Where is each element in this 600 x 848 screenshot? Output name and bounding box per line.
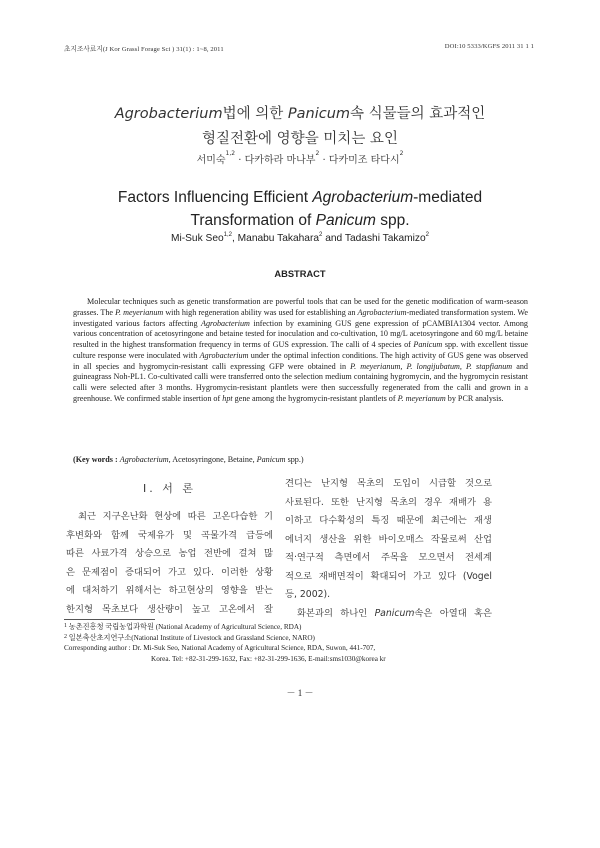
abstract-text-segment: -mediated transformation system. We investigated various factors affecting bbox=[73, 307, 529, 328]
abstract-text-segment: hpt bbox=[222, 393, 233, 403]
intro-line: 등, 2002). bbox=[285, 589, 331, 600]
intro-line: 적으로 재배면적이 확대되어 가고 있다 (Vogel bbox=[285, 570, 492, 582]
abstract-text-segment: spp. with excellent tissue culture response were inoculated with bbox=[73, 340, 528, 360]
section-title-introduction: Ⅰ. 서 론 bbox=[143, 482, 196, 495]
korean-title-line2: 형질전환에 영향을 미치는 요인 bbox=[202, 131, 398, 147]
abstract-text-segment: Agrobacterium bbox=[119, 455, 169, 464]
intro-line: 한지형 목초보다 생산량이 높고 고온에서 잘 bbox=[66, 603, 273, 615]
abstract-text-segment: spp.) bbox=[285, 455, 304, 464]
footnote-divider bbox=[64, 619, 155, 620]
intro-line: 화본과의 하나인 Panicum속은 아열대 혹은 bbox=[297, 607, 492, 619]
footnote-2: $^2$ 일본축산초지연구소(National Institute of Livestock and Grassland Science, NARO) bbox=[64, 633, 315, 642]
intro-line: 최근 지구온난화 현상에 따른 고온다습한 기 bbox=[78, 511, 273, 522]
footnotes bbox=[64, 622, 534, 664]
abstract-text-segment: Agrobacterium bbox=[357, 307, 407, 317]
corresponding-contact: Korea. Tel: +82-31-299-1632, Fax: +82-31-299-1636, E-mail:sms1030@korea kr bbox=[151, 654, 386, 663]
abstract-text-segment: , Acetosyringone, Betaine, bbox=[168, 455, 257, 464]
corresponding-author: Corresponding author : Dr. Mi-Suk Seo, National Academy of Agricultural Science, RDA, Suwon, 441-707, bbox=[64, 644, 376, 653]
abstract-text-segment: under the optimal infection conditions. The high activity of GUS gene was observed in all species and hygromycin-resistant calli expressing GFP were obtained in bbox=[73, 350, 528, 371]
korean-title-line1: Agrobacterium법에 의한 Panicum속 식물들의 효과적인 bbox=[114, 106, 486, 122]
intro-line: 에 대처하기 위해서는 하고현상의 영향을 받는 bbox=[66, 585, 273, 596]
english-title-line1: Factors Influencing Efficient Agrobacterium-mediated bbox=[117, 189, 483, 206]
intro-line: 따른 사료가격 상승으로 농업 전반에 걸쳐 많 bbox=[66, 548, 273, 559]
intro-line: 사료된다. 또한 난지형 목초의 경우 재배가 용 bbox=[285, 496, 492, 508]
abstract-text-segment: Agrobacterium bbox=[199, 350, 249, 360]
abstract-text-segment: infection by examining GUS gene expression of pCAMBIA1304 vector. Among various concentration of acetosyringone and betaine tested for inoculation and co-cultivation, 10 mg/L acetosyringone and 60 mg/L betaine resulted in the highest transformation frequency in terms of GUS expression. The calli of 4 species of bbox=[73, 318, 528, 349]
abstract-text-segment: Panicum bbox=[256, 455, 286, 464]
page-number: － 1 － bbox=[286, 688, 314, 698]
abstract-text-segment: Agrobacterium bbox=[201, 318, 250, 328]
abstract-heading: ABSTRACT bbox=[274, 269, 326, 279]
abstract-text-segment: P. meyerianum bbox=[115, 307, 164, 317]
abstract-text-segment: P. meyerianum, P. longijubatum, P. stapfianum bbox=[350, 361, 513, 371]
abstract-text-segment: and guineagrass Noh-PL1. Co-cultivated calli were transferred onto the selection medium containing hygromycin, and the hygromycin resistant calli were selected after 3 months. Hygromycin-resistant plantlets were then successfully regenerated from the calli and grown in a greenhouse. We confirmed stable insertion of bbox=[73, 361, 528, 403]
keywords: (Key words : Agrobacterium, Acetosyringone, Betaine, Panicum spp.) bbox=[73, 455, 304, 464]
doi: DOI:10 5333/KGFS 2011 31 1 1 bbox=[444, 43, 534, 50]
abstract-text-segment: Molecular techniques such as genetic transformation are powerful tools that can be used for the genetic modification of warm-season grasses. The bbox=[73, 297, 528, 317]
intro-right-column bbox=[285, 475, 492, 623]
intro-line: 이하고 다수확성의 특징 때문에 최근에는 재생 bbox=[285, 515, 492, 526]
journal-citation: 초지조사료지(J Kor Grassl Forage Sci ) 31(1) : 1~8, 2011 bbox=[64, 46, 224, 53]
intro-left-column bbox=[66, 508, 273, 619]
intro-line: 에너지 생산을 위한 바이오매스 작물로써 산업 bbox=[285, 533, 492, 545]
intro-line: 적·연구적 측면에서 주목을 모으면서 전세계 bbox=[285, 552, 492, 563]
abstract-text-segment: gene among the hygromycin-resistant plantlets of bbox=[232, 393, 398, 403]
intro-line: 후변화와 함께 국제유가 및 곡물가격 급등에 bbox=[66, 529, 273, 541]
intro-line: 은 문제점이 증대되어 가고 있다. 이러한 상황 bbox=[66, 566, 273, 578]
abstract-text-segment: P. meyerianum bbox=[397, 393, 446, 403]
abstract-text-segment: Panicum bbox=[413, 340, 443, 349]
abstract-text-segment: with high regeneration ability was used for establishing an bbox=[163, 307, 358, 317]
intro-line: 견디는 난지형 목초의 도입이 시급할 것으로 bbox=[285, 478, 492, 489]
abstract-body bbox=[73, 297, 528, 405]
footnote-1: $^1$ 농촌진흥청 국립농업과학원 (National Academy of Agricultural Science, RDA) bbox=[64, 623, 302, 631]
english-authors: Mi-Suk Seo$^{1,2}$, Manabu Takahara$^2$ and Tadashi Takamizo$^2$ bbox=[171, 232, 429, 244]
abstract-text-segment: by PCR analysis. bbox=[445, 393, 504, 403]
english-title-line2: Transformation of Panicum spp. bbox=[190, 212, 410, 229]
korean-authors: 서미숙$^{1,2}$ · 다카하라 마나부$^2$ · 다카미조 타다시$^2$ bbox=[196, 150, 404, 166]
